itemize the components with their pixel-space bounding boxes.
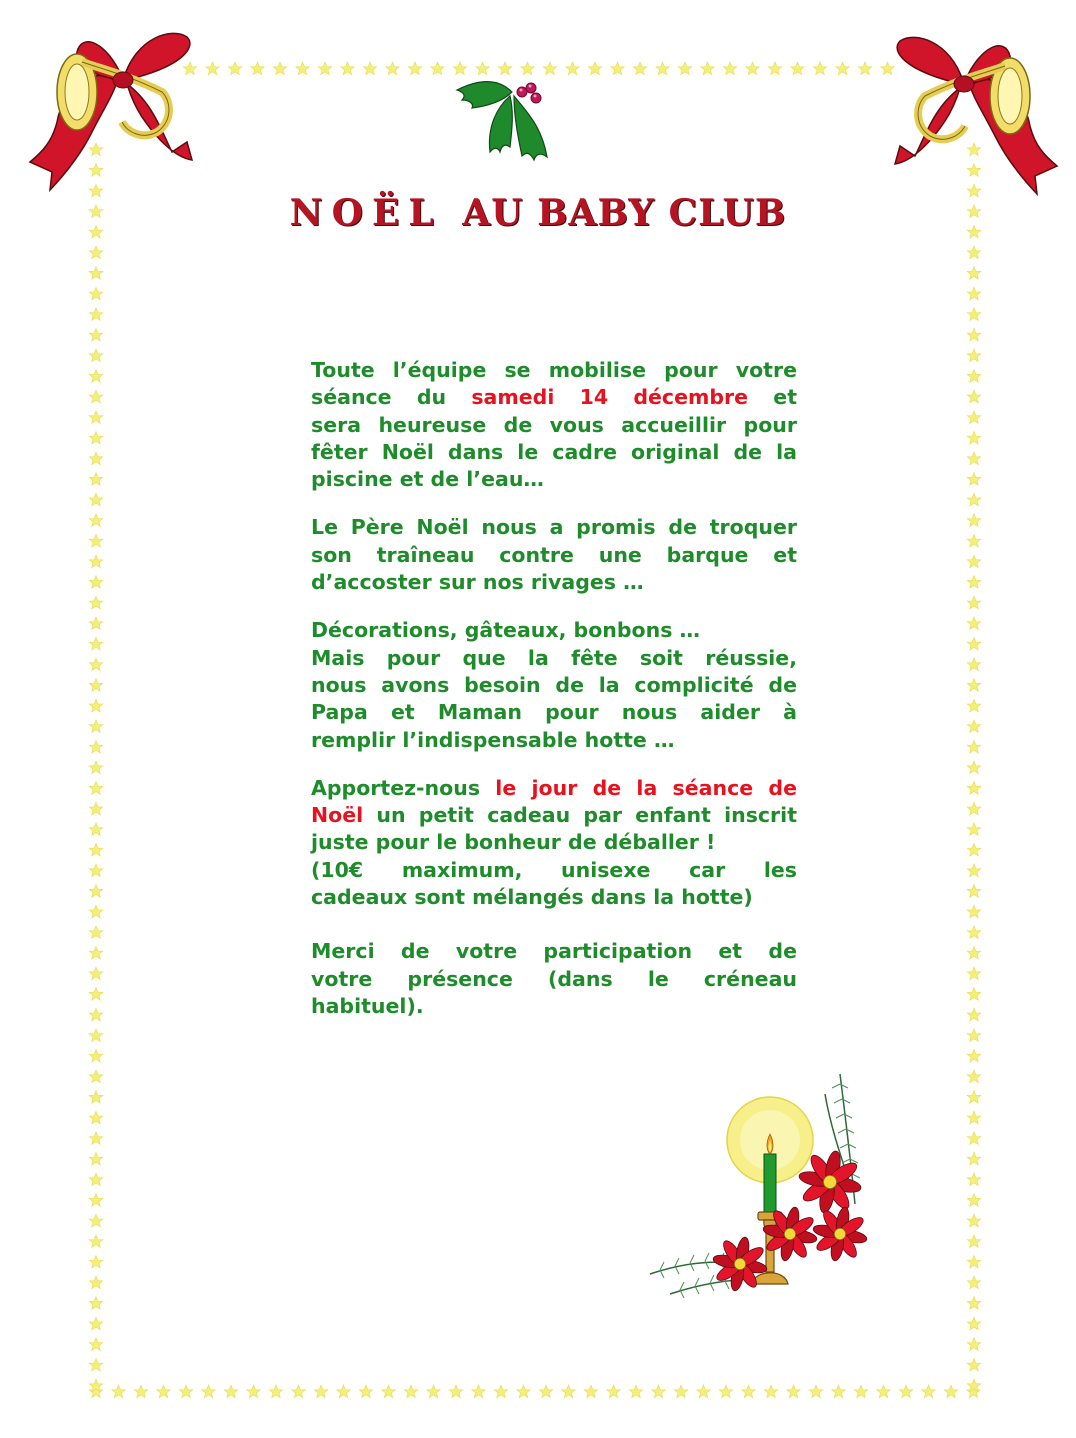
- border-star-icon: [89, 1111, 103, 1124]
- border-star-icon: [404, 1385, 418, 1398]
- border-star-icon: [89, 1379, 103, 1392]
- border-star-icon: [89, 843, 103, 856]
- border-star-icon: [967, 514, 981, 527]
- poinsettia-icon: [812, 1206, 868, 1262]
- border-star-icon: [89, 287, 103, 300]
- border-star-icon: [967, 1152, 981, 1165]
- border-star-icon: [179, 1385, 193, 1398]
- border-star-icon: [89, 370, 103, 383]
- border-star-icon: [89, 1255, 103, 1268]
- border-star-icon: [967, 349, 981, 362]
- border-star-icon: [269, 1385, 283, 1398]
- border-star-icon: [539, 1385, 553, 1398]
- border-star-icon: [89, 431, 103, 444]
- border-star-icon: [89, 246, 103, 259]
- border-star-icon: [967, 699, 981, 712]
- border-star-icon: [588, 62, 602, 75]
- border-star-icon: [967, 1173, 981, 1186]
- border-star-icon: [899, 1385, 913, 1398]
- border-star-icon: [764, 1385, 778, 1398]
- border-star-icon: [967, 1049, 981, 1062]
- border-star-icon: [247, 1385, 261, 1398]
- border-star-icon: [337, 1385, 351, 1398]
- border-star-icon: [967, 596, 981, 609]
- border-star-icon: [206, 62, 220, 75]
- border-star-icon: [967, 1358, 981, 1371]
- text-line: d’accoster sur nos rivages …: [311, 570, 644, 595]
- border-star-icon: [967, 988, 981, 1001]
- border-star-icon: [314, 1385, 328, 1398]
- text-line: Mais pour que la fête soit réussie,: [311, 645, 797, 670]
- border-star-icon: [967, 1276, 981, 1289]
- border-star-icon: [629, 1385, 643, 1398]
- border-star-icon: [89, 1173, 103, 1186]
- border-star-icon: [832, 1385, 846, 1398]
- border-star-icon: [89, 967, 103, 980]
- border-star-icon: [967, 637, 981, 650]
- border-star-icon: [89, 885, 103, 898]
- border-star-icon: [89, 576, 103, 589]
- border-star-icon: [967, 967, 981, 980]
- border-star-icon: [89, 782, 103, 795]
- border-star-icon: [967, 1029, 981, 1042]
- text-line: [311, 384, 797, 411]
- border-star-icon: [967, 905, 981, 918]
- border-star-icon: [89, 699, 103, 712]
- border-star-icon: [967, 761, 981, 774]
- border-star-icon: [836, 62, 850, 75]
- border-star-icon: [967, 782, 981, 795]
- border-star-icon: [967, 823, 981, 836]
- border-star-icon: [89, 1358, 103, 1371]
- text-line: cadeaux sont mélangés dans la hotte): [311, 885, 753, 910]
- border-star-icon: [967, 1111, 981, 1124]
- border-star-icon: [494, 1385, 508, 1398]
- border-star-icon: [363, 62, 377, 75]
- horn-bow-left: [22, 22, 202, 197]
- border-star-icon: [89, 988, 103, 1001]
- border-star-icon: [967, 431, 981, 444]
- border-star-icon: [89, 308, 103, 321]
- border-star-icon: [944, 1385, 958, 1398]
- border-star-icon: [318, 62, 332, 75]
- border-star-icon: [652, 1385, 666, 1398]
- border-star-icon: [89, 534, 103, 547]
- border-star-icon: [611, 62, 625, 75]
- text-line: [311, 775, 797, 802]
- border-star-icon: [89, 1276, 103, 1289]
- border-star-icon: [89, 1385, 103, 1398]
- border-star-icon: [566, 62, 580, 75]
- text-line: [311, 802, 797, 829]
- border-star-icon: [449, 1385, 463, 1398]
- border-star-icon: [341, 62, 355, 75]
- border-star-icon: [746, 62, 760, 75]
- text-line: remplir l’indispensable hotte …: [311, 727, 675, 752]
- border-star-icon: [967, 1379, 981, 1392]
- border-star-icon: [967, 452, 981, 465]
- border-star-icon: [89, 658, 103, 671]
- border-star-icon: [697, 1385, 711, 1398]
- border-star-icon: [768, 62, 782, 75]
- day-highlight: le jour de la séance de: [495, 775, 797, 800]
- border-star-icon: [224, 1385, 238, 1398]
- border-star-icon: [854, 1385, 868, 1398]
- border-star-icon: [967, 617, 981, 630]
- border-star-icon: [723, 62, 737, 75]
- border-star-icon: [228, 62, 242, 75]
- border-star-icon: [967, 555, 981, 568]
- text-line: (10€ maximum, unisexe car les: [311, 857, 797, 882]
- border-star-icon: [967, 802, 981, 815]
- text-segment: séance du: [311, 385, 472, 410]
- border-star-icon: [89, 555, 103, 568]
- border-star-icon: [89, 1194, 103, 1207]
- text-line: Toute l’équipe se mobilise pour votre: [311, 358, 797, 382]
- border-star-icon: [89, 926, 103, 939]
- border-star-icon: [89, 1317, 103, 1330]
- border-star-icon: [89, 761, 103, 774]
- border-star-icon: [408, 62, 422, 75]
- border-star-icon: [967, 946, 981, 959]
- border-star-icon: [359, 1385, 373, 1398]
- border-star-icon: [89, 452, 103, 465]
- border-star-icon: [967, 1255, 981, 1268]
- border-star-icon: [89, 1008, 103, 1021]
- border-star-icon: [562, 1385, 576, 1398]
- border-star-icon: [89, 411, 103, 424]
- border-star-icon: [472, 1385, 486, 1398]
- border-star-icon: [431, 62, 445, 75]
- border-star-icon: [382, 1385, 396, 1398]
- border-star-icon: [813, 62, 827, 75]
- border-star-icon: [134, 1385, 148, 1398]
- text-line: habituel).: [311, 993, 424, 1018]
- border-star-icon: [89, 1338, 103, 1351]
- text-line: nous avons besoin de la complicité de: [311, 672, 797, 697]
- text-segment: un petit cadeau par enfant inscrit: [363, 803, 797, 828]
- border-star-icon: [967, 493, 981, 506]
- text-segment: et: [748, 385, 797, 410]
- border-star-icon: [89, 617, 103, 630]
- border-star-icon: [633, 62, 647, 75]
- border-star-icon: [89, 1297, 103, 1310]
- border-star-icon: [967, 843, 981, 856]
- border-star-icon: [967, 370, 981, 383]
- border-star-icon: [967, 246, 981, 259]
- border-star-icon: [89, 1091, 103, 1104]
- border-star-icon: [967, 658, 981, 671]
- border-star-icon: [273, 62, 287, 75]
- border-star-icon: [967, 679, 981, 692]
- border-star-icon: [89, 596, 103, 609]
- holly-sprig: [452, 72, 567, 172]
- border-star-icon: [89, 1152, 103, 1165]
- border-star-icon: [967, 1132, 981, 1145]
- border-star-icon: [967, 885, 981, 898]
- border-star-icon: [427, 1385, 441, 1398]
- border-star-icon: [89, 679, 103, 692]
- paragraph-hotte: [311, 617, 797, 753]
- border-star-icon: [89, 823, 103, 836]
- border-star-icon: [967, 1338, 981, 1351]
- border-star-icon: [967, 1297, 981, 1310]
- border-star-icon: [967, 864, 981, 877]
- border-star-icon: [967, 1235, 981, 1248]
- paragraph-gift: [311, 775, 797, 911]
- border-star-icon: [89, 349, 103, 362]
- title-part-2: AU BABY CLUB: [462, 192, 787, 234]
- border-star-icon: [89, 328, 103, 341]
- border-star-icon: [967, 287, 981, 300]
- border-star-icon: [89, 864, 103, 877]
- border-star-icon: [791, 62, 805, 75]
- border-star-icon: [967, 1214, 981, 1227]
- border-star-icon: [967, 720, 981, 733]
- border-star-icon: [89, 1029, 103, 1042]
- border-star-icon: [89, 905, 103, 918]
- border-star-icon: [89, 1235, 103, 1248]
- border-star-icon: [967, 308, 981, 321]
- border-star-icon: [584, 1385, 598, 1398]
- paragraph-intro: [311, 357, 797, 493]
- border-star-icon: [89, 1070, 103, 1083]
- border-star-icon: [967, 926, 981, 939]
- text-line: fêter Noël dans le cadre original de la: [311, 439, 797, 464]
- border-star-icon: [967, 534, 981, 547]
- border-star-icon: [967, 390, 981, 403]
- text-line: votre présence (dans le créneau: [311, 966, 797, 991]
- text-line: son traîneau contre une barque et: [311, 542, 797, 567]
- text-line: juste pour le bonheur de déballer !: [311, 830, 716, 855]
- border-star-icon: [89, 637, 103, 650]
- date-highlight: samedi 14 décembre: [471, 385, 749, 410]
- paragraph-thanks: [311, 938, 797, 1020]
- border-star-icon: [296, 62, 310, 75]
- border-star-icon: [251, 62, 265, 75]
- border-star-icon: [967, 1008, 981, 1021]
- border-star-icon: [89, 493, 103, 506]
- border-star-icon: [607, 1385, 621, 1398]
- border-star-icon: [292, 1385, 306, 1398]
- border-star-icon: [89, 390, 103, 403]
- day-highlight: Noël: [311, 803, 364, 828]
- border-star-icon: [89, 473, 103, 486]
- border-star-icon: [742, 1385, 756, 1398]
- border-star-icon: [89, 802, 103, 815]
- border-star-icon: [89, 740, 103, 753]
- text-line: piscine et de l’eau…: [311, 467, 544, 492]
- border-star-icon: [967, 576, 981, 589]
- border-star-icon: [157, 1385, 171, 1398]
- border-star-icon: [89, 514, 103, 527]
- candle-poinsettia: [640, 1064, 890, 1314]
- border-star-icon: [967, 473, 981, 486]
- horn-bow-right: [880, 26, 1065, 201]
- border-star-icon: [967, 1385, 981, 1398]
- border-star-icon: [89, 267, 103, 280]
- border-star-icon: [678, 62, 692, 75]
- border-star-icon: [89, 720, 103, 733]
- border-star-icon: [967, 267, 981, 280]
- text-line: Papa et Maman pour nous aider à: [311, 700, 797, 725]
- text-line: Le Père Noël nous a promis de troquer: [311, 515, 797, 540]
- border-star-icon: [809, 1385, 823, 1398]
- border-star-icon: [967, 411, 981, 424]
- title-part-1: NOËL: [289, 192, 443, 234]
- border-star-icon: [701, 62, 715, 75]
- border-star-icon: [877, 1385, 891, 1398]
- border-star-icon: [112, 1385, 126, 1398]
- text-segment: Apportez-nous: [311, 775, 496, 800]
- border-star-icon: [386, 62, 400, 75]
- border-star-icon: [656, 62, 670, 75]
- border-star-icon: [787, 1385, 801, 1398]
- text-line: Décorations, gâteaux, bonbons …: [311, 618, 701, 643]
- border-star-icon: [967, 1091, 981, 1104]
- border-star-icon: [858, 62, 872, 75]
- border-star-icon: [89, 1132, 103, 1145]
- border-star-icon: [967, 1070, 981, 1083]
- border-star-icon: [202, 1385, 216, 1398]
- page-title: [0, 192, 1076, 234]
- border-star-icon: [967, 1317, 981, 1330]
- border-star-icon: [719, 1385, 733, 1398]
- border-star-icon: [922, 1385, 936, 1398]
- border-star-icon: [967, 328, 981, 341]
- border-star-icon: [89, 1049, 103, 1062]
- border-star-icon: [967, 740, 981, 753]
- border-star-icon: [517, 1385, 531, 1398]
- paragraph-santa: [311, 514, 797, 596]
- text-line: sera heureuse de vous accueillir pour: [311, 412, 797, 437]
- border-star-icon: [89, 946, 103, 959]
- border-star-icon: [674, 1385, 688, 1398]
- border-star-icon: [967, 1194, 981, 1207]
- text-line: Merci de votre participation et de: [311, 939, 797, 964]
- invitation-text: [311, 357, 797, 1041]
- border-star-icon: [89, 1214, 103, 1227]
